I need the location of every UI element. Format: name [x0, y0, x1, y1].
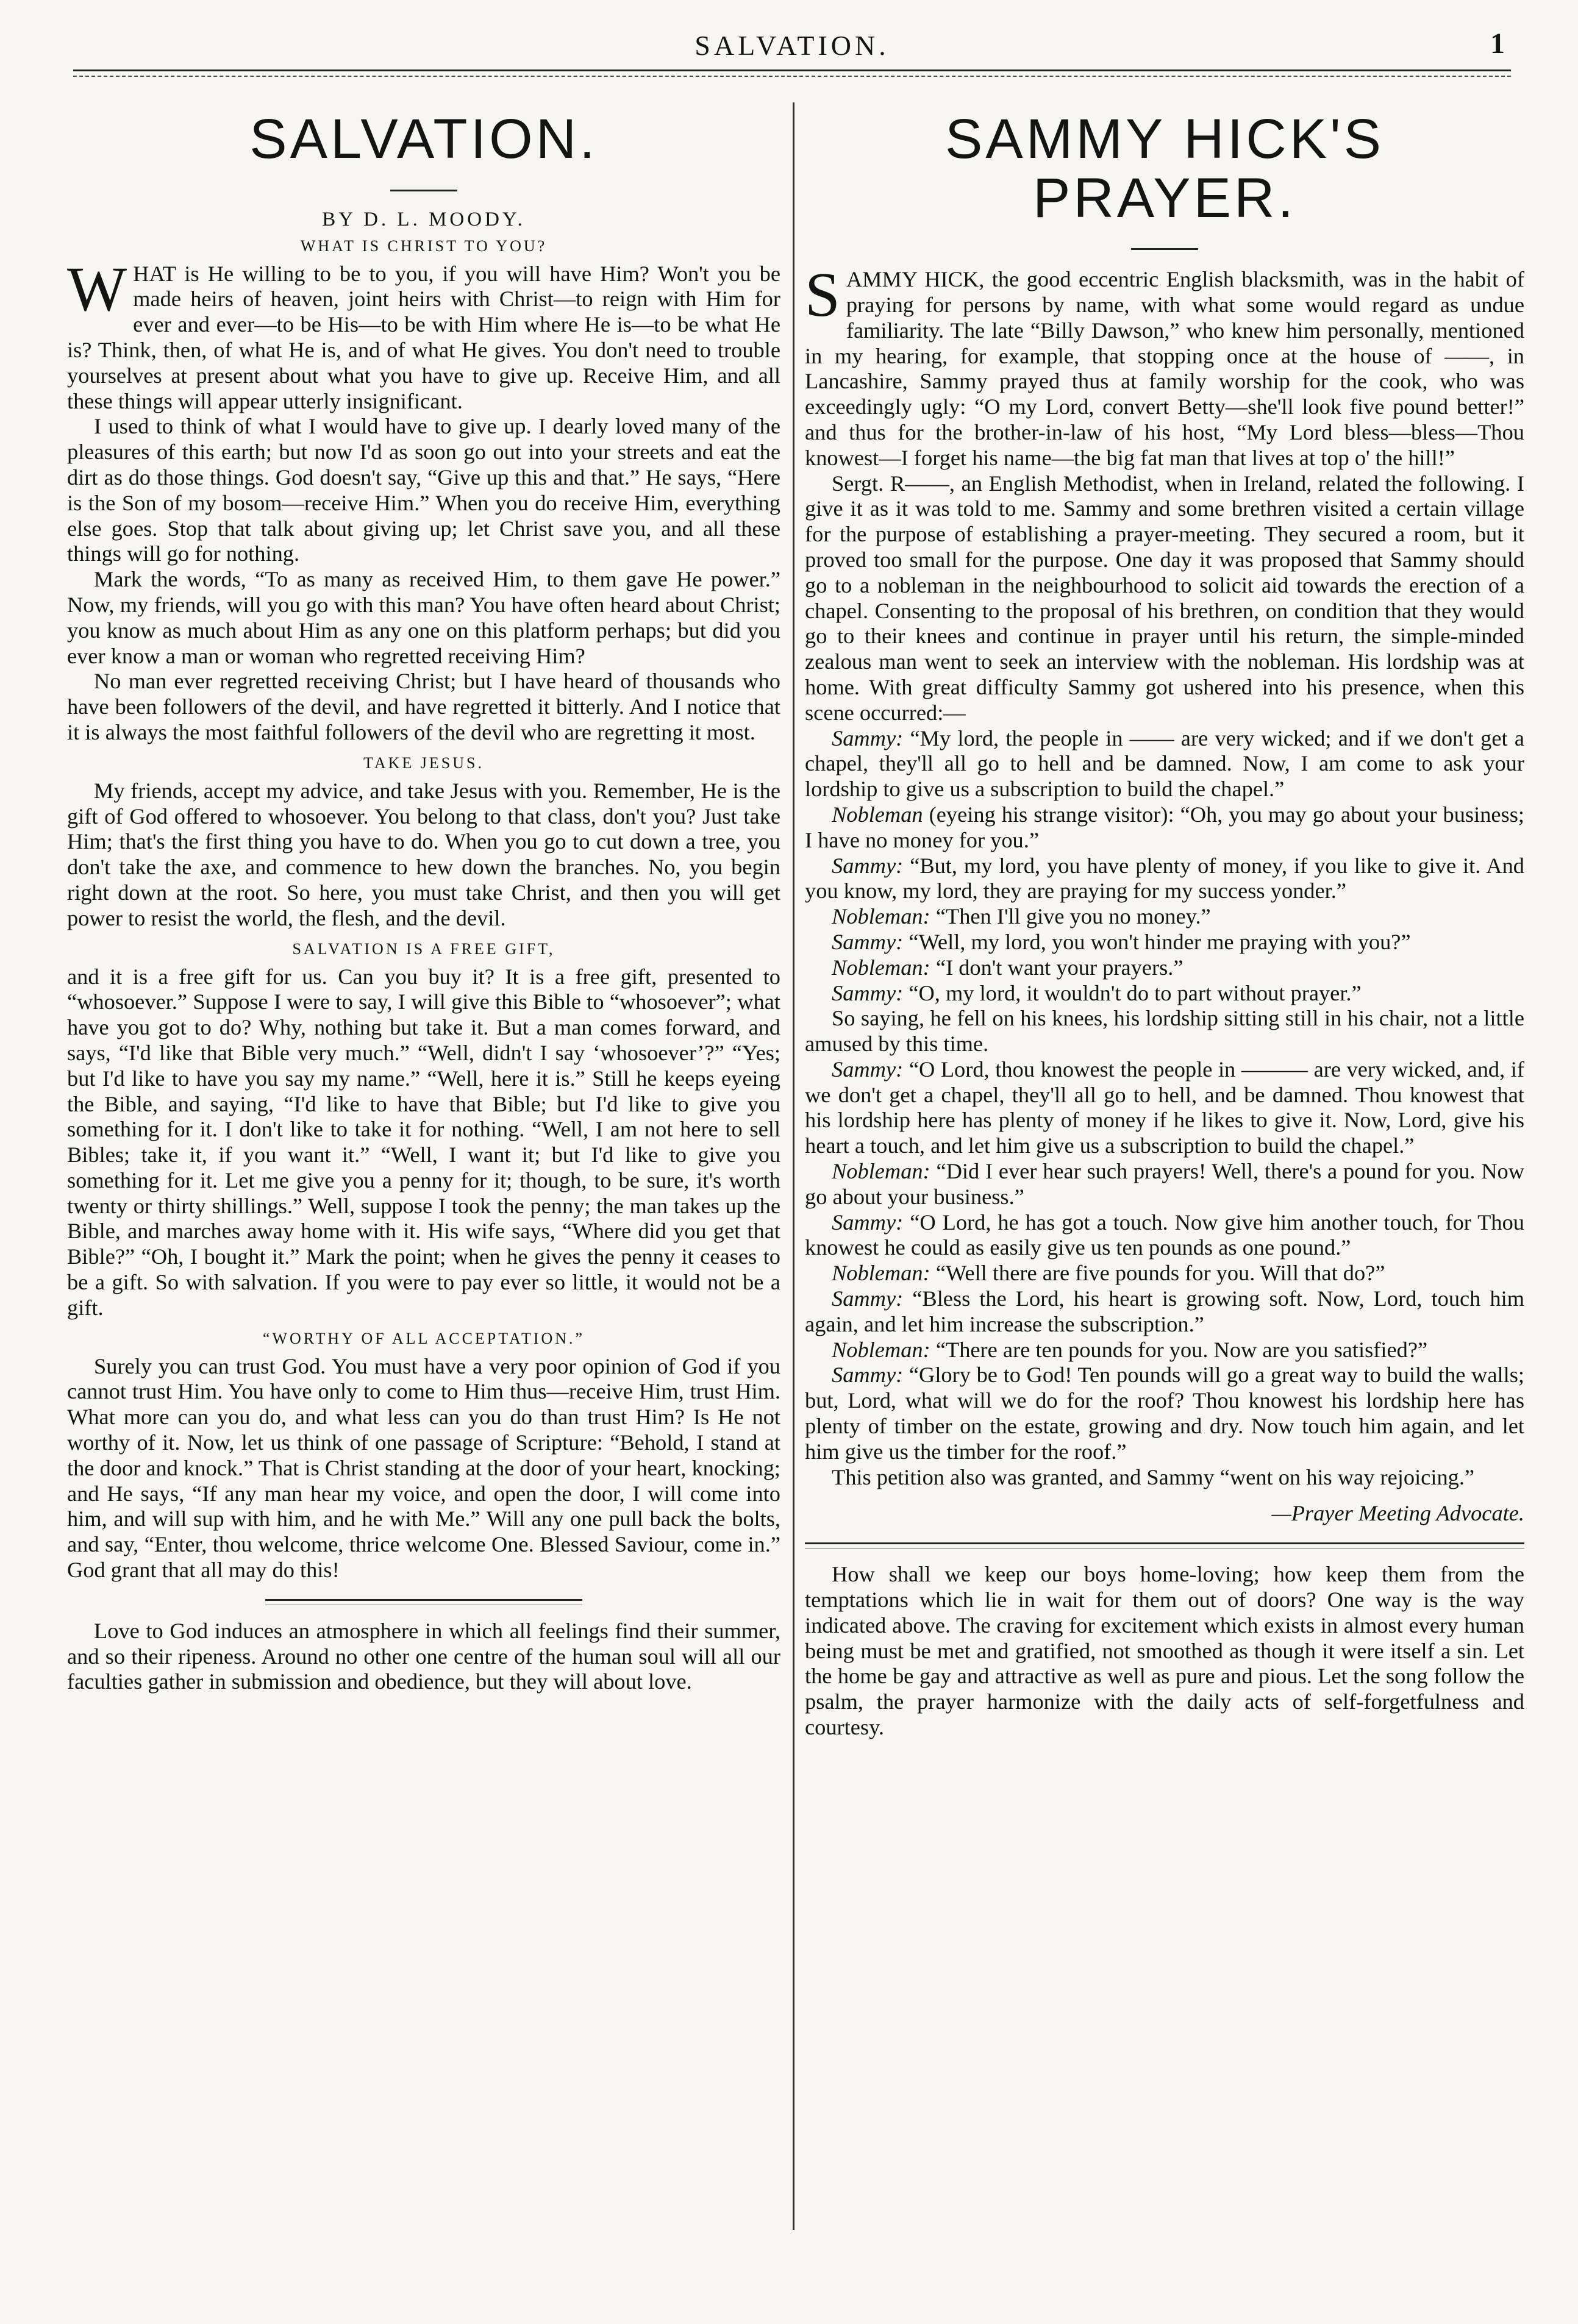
paragraph: and it is a free gift for us. Can you buy it? It is a free gift, presented to “whosoever.” Suppose I were to say, I will give this Bible to “whosoever”; what have you got to do? Why, nothing but take it. But a man comes forward, and says, “I'd like that Bible very much.” “Well, didn't I say ‘whosoever’?” “Yes; but I'd like to have you say my name.” “Well, here it is.” Still he keeps eyeing the Bible, and saying, “I'd like to have that Bible; but I'd like to give you something for it. I don't like to take it for nothing. “Well, I am not here to sell Bibles; take it, if you want it.” “Well, I want it; but I'd like to give you something for it. Let me give you a penny for it; though, to be sure, it's worth twenty or thirty shillings.” Well, suppose I took the penny; the man takes up the Bible, and marches away home with it. His wife says, “Where did you get that Bible?” “Oh, I bought it.” Mark the point; when he gives the penny it ceases to be a gift. So with salvation. If you were to pay ever so little, it would not be a gift. [67, 964, 780, 1320]
paragraph: Mark the words, “To as many as received Him, to them gave He power.” Now, my friends, will you go with this man? You have often heard about Christ; you know as much about Him as any one on this platform perhaps; but did you ever know a man or woman who regretted receiving Him? [67, 567, 780, 668]
dialogue-line [805, 981, 1524, 1007]
page-number: 1 [1490, 27, 1505, 60]
speaker-name: Sammy: [832, 1363, 904, 1388]
speaker-name: Nobleman: [832, 1337, 930, 1362]
dialogue-text: “Bless the Lord, his heart is growing soft. Now, Lord, touch him again, and let him increase the subscription.” [805, 1286, 1524, 1336]
title-rule [1131, 248, 1198, 250]
dialogue-line [805, 1465, 1524, 1491]
paragraph-with-dropcap [805, 260, 1524, 471]
article-title-sammy-hicks-prayer: SAMMY HICK'S PRAYER. [945, 108, 1384, 229]
header-rule-dashed [73, 76, 1511, 77]
byline: BY D. L. MOODY. [322, 208, 526, 230]
paragraph-text: HAT is He willing to be to you, if you will have Him? Won't you be made heirs of heaven, joint heirs with Christ—to reign with Him for ever and ever—to be His—to be with Him where He is—to be what He is? Think, then, of what He is, and of what He gives. You don't need to trouble yourselves at present about what you have to give up. Receive Him, and all these things will appear utterly insignificant. [67, 261, 780, 413]
filler-paragraph: Love to God induces an atmosphere in which all feelings find their summer, and so their ripeness. Around no other one centre of the human soul will all our faculties gather in submission and obedience, but they will about love. [67, 1618, 780, 1694]
header-rule [73, 70, 1511, 71]
paragraph-with-dropcap [67, 254, 780, 415]
article-title-salvation: SALVATION. [249, 108, 598, 170]
dialogue-text: “I don't want your prayers.” [935, 955, 1184, 980]
speaker-name: Nobleman: [832, 955, 930, 980]
speaker-name: Nobleman: [832, 904, 930, 929]
dialogue-text: “Then I'll give you no money.” [935, 904, 1211, 929]
left-column [67, 102, 780, 1695]
dialogue-line [805, 802, 1524, 854]
dropcap: W [67, 254, 127, 324]
dialogue-text: “O Lord, thou knowest the people in ——— are very wicked, and, if we don't get a chapel, they'll all go to hell, and be damned. Thou knowest that his lordship here has plenty of money if he likes to give it. Now, Lord, give his heart a touch, and let him give us a subscription to build the chapel.” [805, 1057, 1524, 1158]
right-column [805, 102, 1524, 1741]
dropcap: S [805, 260, 840, 330]
section-separator [805, 1542, 1524, 1549]
dialogue-line [805, 1286, 1524, 1338]
dialogue-line [805, 854, 1524, 905]
speaker-name: Sammy: [832, 853, 904, 878]
dialogue-line [805, 930, 1524, 955]
section-heading: TAKE JESUS. [363, 754, 484, 772]
dialogue-text: “Glory be to God! Ten pounds will go a great way to build the walls; but, Lord, what will we do for the roof? Thou knowest his lordship here has plenty of timber on the estate, growing and dry. Now touch him again, and let him give us the timber for the roof.” [805, 1363, 1524, 1464]
speaker-name: Sammy: [832, 980, 904, 1005]
column-divider [793, 102, 794, 2230]
paragraph: Sergt. R——, an English Methodist, when in Ireland, related the following. I give it as it was told to me. Sammy and some brethren visited a certain village for the purpose of establishing a prayer-meeting. They secured a room, but it proved too small for the purpose. One day it was proposed that Sammy should go to a nobleman in the neighbourhood to solicit aid towards the erection of a chapel. Consenting to the proposal of his brethren, on condition that they would go to their knees and continue in prayer until his return, the simple-minded zealous man went to seek an interview with the nobleman. His lordship was at home. With great difficulty Sammy got ushered into his presence, when this scene occurred:— [805, 471, 1524, 725]
dialogue-line [805, 726, 1524, 802]
paragraph: My friends, accept my advice, and take Jesus with you. Remember, He is the gift of God offered to whosoever. You belong to that class, don't you? Just take Him; that's the first thing you have to do. When you go to cut down a tree, you don't take the axe, and commence to hew down the branches. No, you begin right down at the root. So here, you must take Christ, and then you will get power to resist the world, the flesh, and the devil. [67, 778, 780, 930]
paragraph: No man ever regretted receiving Christ; but I have heard of thousands who have been followers of the devil, and have regretted it bitterly. And I notice that it is always the most faithful followers of the devil who are regretting it most. [67, 669, 780, 744]
dialogue-line [805, 955, 1524, 981]
section-heading: “WORTHY OF ALL ACCEPTATION.” [262, 1329, 585, 1347]
section-heading: SALVATION IS A FREE GIFT, [292, 939, 555, 958]
running-head-title: SALVATION. [694, 30, 890, 61]
dialogue-line [805, 1261, 1524, 1286]
dialogue-line [805, 1159, 1524, 1210]
dialogue-text: “Well, my lord, you won't hinder me praying with you?” [909, 929, 1411, 954]
dialogue-text: So saying, he fell on his knees, his lordship sitting still in his chair, not a little amused by this time. [805, 1006, 1524, 1057]
dialogue-text: This petition also was granted, and Sammy “went on his way rejoicing.” [832, 1464, 1475, 1489]
dialogue-line [805, 1006, 1524, 1057]
paragraph-text: AMMY HICK, the good eccentric English blacksmith, was in the habit of praying for persons by name, with what some would regard as undue familiarity. The late “Billy Dawson,” who knew him personally, mentioned in my hearing, for example, that stopping once at the house of ——, in Lancashire, Sammy prayed thus at family worship for the cook, who was exceedingly ugly: “O my Lord, convert Betty—she'll look five pound better!” and thus for the brother-in-law of his host, “My Lord bless—bless—Thou knowest—I forget his name—the big fat man that lives at top o' the hill!” [805, 267, 1524, 470]
dialogue-line [805, 1210, 1524, 1261]
dialogue-line [805, 1363, 1524, 1464]
paragraph: Surely you can trust God. You must have a very poor opinion of God if you cannot trust Him. You have only to come to Him thus—receive Him, trust Him. What more can you do, and what less can you do than trust Him? Is He not worthy of it. Now, let us think of one passage of Scripture: “Behold, I stand at the door and knock.” That is Christ standing at the door of your heart, knocking; and He says, “If any man hear my voice, and open the door, I will come into him, and will sup with him, and he with Me.” Will any one pull back the bolts, and say, “Enter, thou welcome, thrice welcome One. Blessed Saviour, come in.” God grant that all may do this! [67, 1353, 780, 1583]
dialogue-text: “My lord, the people in —— are very wicked; and if we don't get a chapel, they'll all go to hell and be damned. Now, I am come to ask your lordship to give us a subscription to build the chapel.” [805, 725, 1524, 802]
dialogue-line [805, 904, 1524, 930]
speaker-name: Sammy: [832, 1057, 904, 1082]
filler-paragraph: How shall we keep our boys home-loving; how keep them from the temptations which lie in wait for them out of doors? One way is the way indicated above. The craving for excitement which exists in almost every human being must be met and gratified, not smoothed as though it were itself a sin. Let the home be gay and attractive as well as pure and pious. Let the song follow the psalm, the prayer harmonize with the daily acts of self-forgetfulness and courtesy. [805, 1562, 1524, 1740]
dialogue-text: “O Lord, he has got a touch. Now give him another touch, for Thou knowest he could as easily give us ten pounds as one pound.” [805, 1210, 1524, 1260]
dialogue-line [805, 1338, 1524, 1363]
dialogue-line [805, 1057, 1524, 1159]
attribution: —Prayer Meeting Advocate. [1271, 1501, 1524, 1526]
speaker-name: Sammy: [832, 1210, 904, 1235]
speaker-name: Sammy: [832, 1286, 904, 1311]
dialogue-text: “There are ten pounds for you. Now are you satisfied?” [935, 1337, 1428, 1362]
dialogue-text: “But, my lord, you have plenty of money, if you like to give it. And you know, my lord, they are praying for my success yonder.” [805, 853, 1524, 904]
speaker-name: Nobleman [832, 802, 923, 827]
speaker-name: Nobleman: [832, 1159, 930, 1184]
dialogue-text: “O, my lord, it wouldn't do to part without prayer.” [909, 980, 1362, 1005]
title-rule [390, 190, 457, 191]
speaker-name: Nobleman: [832, 1261, 930, 1286]
dialogue [805, 726, 1524, 1491]
dialogue-text: “Well there are five pounds for you. Will that do?” [935, 1261, 1385, 1286]
section-heading: WHAT IS CHRIST TO YOU? [300, 237, 548, 255]
dialogue-text: “Did I ever hear such prayers! Well, there's a pound for you. Now go about your business.” [805, 1159, 1524, 1209]
section-separator [265, 1599, 582, 1605]
running-head [73, 24, 1511, 73]
dialogue-text: (eyeing his strange visitor): “Oh, you may go about your business; I have no money for you.” [805, 802, 1524, 852]
speaker-name: Sammy: [832, 725, 904, 750]
speaker-name: Sammy: [832, 929, 904, 954]
paragraph: I used to think of what I would have to give up. I dearly loved many of the pleasures of this earth; but now I'd as soon go out into your streets and eat the dirt as do those things. God doesn't say, “Give up this and that.” He says, “Here is the Son of my bosom—receive Him.” When you do receive Him, everything else goes. Stop that talk about giving up; let Christ save you, and all these things will go for nothing. [67, 414, 780, 566]
